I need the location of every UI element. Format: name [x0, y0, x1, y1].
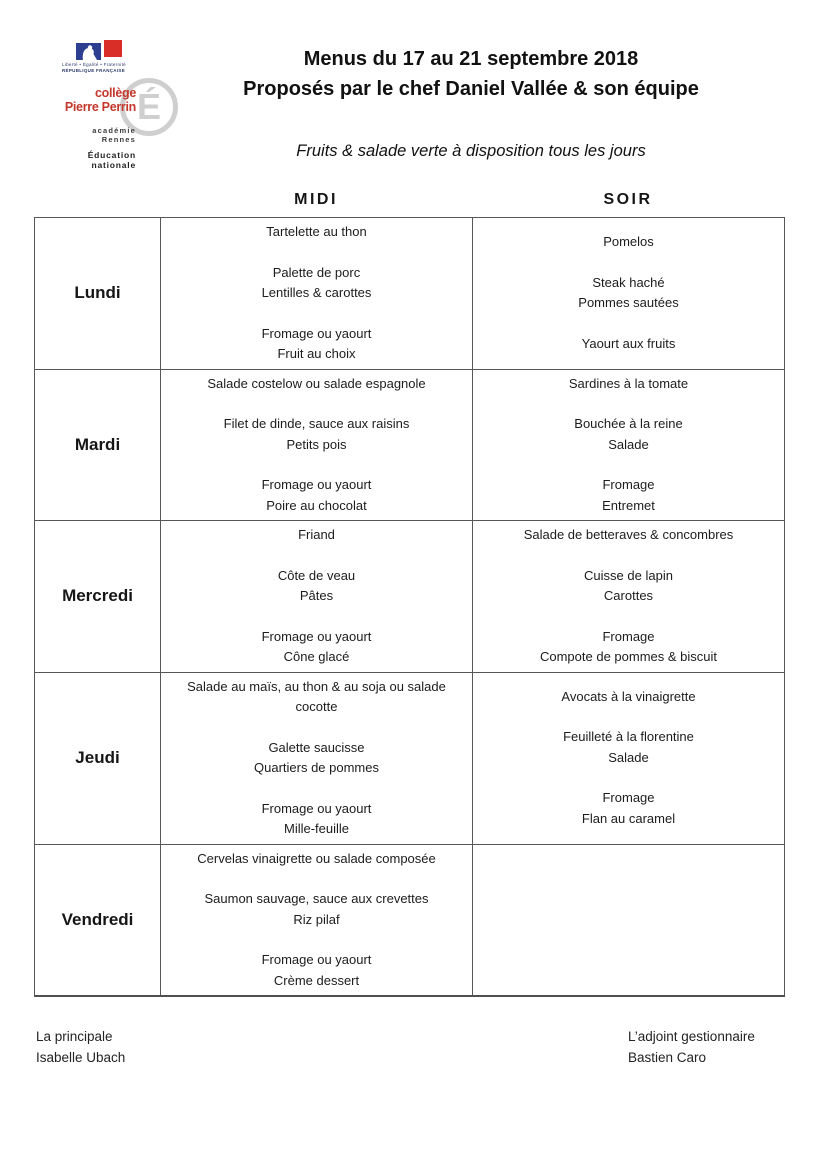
republique-francaise-flag-icon [76, 40, 130, 60]
soir-cell [473, 672, 785, 844]
course-group [166, 525, 467, 546]
ministry-line2: nationale [91, 160, 136, 170]
menu-row-jeudi [35, 672, 785, 844]
menu-item: Salade au maïs, au thon & au soja ou salade cocotte [187, 678, 446, 714]
day-label: Lundi [35, 218, 161, 370]
menu-item: Sardines à la tomate [568, 375, 689, 391]
menu-item: Galette saucisse [268, 739, 365, 755]
soir-cell [473, 521, 785, 673]
course-group [166, 950, 467, 991]
menu-item: Fromage ou yaourt [261, 628, 372, 644]
soir-cell [473, 844, 785, 996]
menu-item: Lentilles & carottes [261, 285, 372, 300]
menu-item: Palette de porc [272, 264, 361, 280]
course-group [478, 727, 779, 768]
menu-item: Côte de veau [277, 567, 356, 583]
course-group [478, 414, 779, 455]
menu-item: Salade costelow ou salade espagnole [207, 375, 426, 391]
menu-item: Poire au chocolat [266, 497, 367, 513]
menu-row-mercredi [35, 521, 785, 673]
course-group [478, 788, 779, 829]
course-group [166, 324, 467, 365]
menu-row-lundi [35, 218, 785, 370]
course-group [478, 374, 779, 395]
menu-item: Fromage [602, 477, 655, 492]
column-header-soir: SOIR [603, 191, 653, 208]
principal-role: La principale [36, 1029, 113, 1044]
midi-cell [161, 521, 473, 673]
day-label: Mercredi [35, 521, 161, 673]
menu-item: Filet de dinde, sauce aux raisins [223, 416, 410, 431]
menu-item: Compote de pommes & biscuit [539, 649, 718, 664]
course-group [166, 374, 467, 395]
signature-principal [36, 1026, 125, 1068]
page-title [130, 44, 812, 104]
menu-item: Saumon sauvage, sauce aux crevettes [204, 891, 429, 906]
day-label: Mardi [35, 369, 161, 521]
menu-table-body [35, 218, 785, 997]
day-label: Jeudi [35, 672, 161, 844]
menu-row-mardi [35, 369, 785, 521]
course-group [478, 232, 779, 253]
menu-item: Fromage [602, 628, 655, 644]
ministry-name [62, 150, 136, 170]
course-group [166, 889, 467, 930]
menu-item: Feuilleté à la florentine [563, 729, 694, 745]
menu-item: Cône glacé [283, 649, 350, 664]
menu-item: Flan au caramel [581, 810, 676, 826]
course-group [166, 475, 467, 516]
menu-item: Tartelette au thon [266, 224, 367, 239]
menu-item: Riz pilaf [293, 911, 340, 927]
menu-row-vendredi [35, 844, 785, 996]
republique-text: RÉPUBLIQUE FRANÇAISE [62, 67, 126, 73]
republique-caption [62, 62, 126, 73]
course-group [166, 414, 467, 455]
soir-cell [473, 369, 785, 521]
course-group [478, 475, 779, 516]
title-line1: Menus du 17 au 21 septembre 2018 [303, 48, 639, 70]
academy-line2: Rennes [101, 135, 136, 144]
menu-item: Pommes sautées [578, 295, 679, 311]
menu-item: Fromage ou yaourt [261, 325, 372, 341]
menu-item: Cervelas vinaigrette ou salade composée [197, 850, 436, 866]
menu-item: Fromage ou yaourt [261, 477, 372, 492]
course-group [478, 627, 779, 668]
course-group [478, 525, 779, 546]
course-group [478, 273, 779, 314]
menu-item: Bouchée à la reine [574, 416, 683, 431]
midi-cell [161, 844, 473, 996]
column-header-midi: MIDI [294, 191, 338, 208]
menu-item: Salade [608, 436, 649, 452]
school-logo-block [62, 38, 161, 178]
menu-item: Cuisse de lapin [584, 567, 673, 583]
menu-item: Fromage [602, 790, 655, 806]
course-group [166, 627, 467, 668]
ministry-line1: Éducation [87, 150, 136, 160]
menu-item: Pomelos [603, 234, 654, 250]
menu-item: Pâtes [299, 588, 334, 603]
midi-cell [161, 369, 473, 521]
menu-item: Fromage ou yaourt [261, 800, 372, 816]
menu-item: Crème dessert [273, 972, 360, 988]
subtitle: Fruits & salade verte à disposition tous les jours [296, 142, 646, 160]
midi-cell [161, 218, 473, 370]
academy-line1: académie [92, 126, 136, 135]
gestionnaire-role: L’adjoint gestionnaire [628, 1029, 755, 1044]
menu-item: Steak haché [592, 274, 665, 290]
devise-text: Liberté • Égalité • Fraternité [62, 62, 126, 67]
course-group [478, 687, 779, 708]
soir-cell [473, 218, 785, 370]
school-name [62, 86, 136, 114]
menu-item: Mille-feuille [283, 821, 350, 836]
course-group [166, 222, 467, 243]
menu-item: Salade de betteraves & concombres [523, 527, 734, 542]
title-line2: Proposés par le chef Daniel Vallée & son équipe [243, 78, 699, 100]
course-group [166, 849, 467, 870]
gestionnaire-name: Bastien Caro [628, 1050, 707, 1065]
course-group [166, 677, 467, 718]
school-name-line1: collège [95, 86, 136, 100]
menu-item: Carottes [603, 588, 654, 603]
course-group [166, 566, 467, 607]
signature-gestionnaire [628, 1026, 755, 1068]
menu-item: Fruit au choix [277, 346, 356, 361]
day-label: Vendredi [35, 844, 161, 996]
menu-item: Quartiers de pommes [254, 760, 379, 775]
menu-item: Salade [608, 749, 649, 765]
academy-name [62, 126, 136, 144]
academie-badge-letter: É [136, 86, 161, 127]
menu-item: Yaourt aux fruits [581, 335, 676, 351]
menu-item: Avocats à la vinaigrette [561, 688, 696, 704]
menu-item: Fromage ou yaourt [261, 952, 372, 967]
menu-table [34, 217, 785, 997]
course-group [478, 334, 779, 355]
menu-item: Petits pois [286, 436, 347, 452]
course-group [166, 738, 467, 779]
principal-name: Isabelle Ubach [36, 1050, 126, 1065]
menu-item: Friand [298, 527, 335, 542]
school-name-line2: Pierre Perrin [64, 100, 136, 114]
midi-cell [161, 672, 473, 844]
menu-item: Entremet [602, 497, 655, 513]
course-group [166, 799, 467, 840]
course-group [166, 263, 467, 304]
course-group [478, 566, 779, 607]
